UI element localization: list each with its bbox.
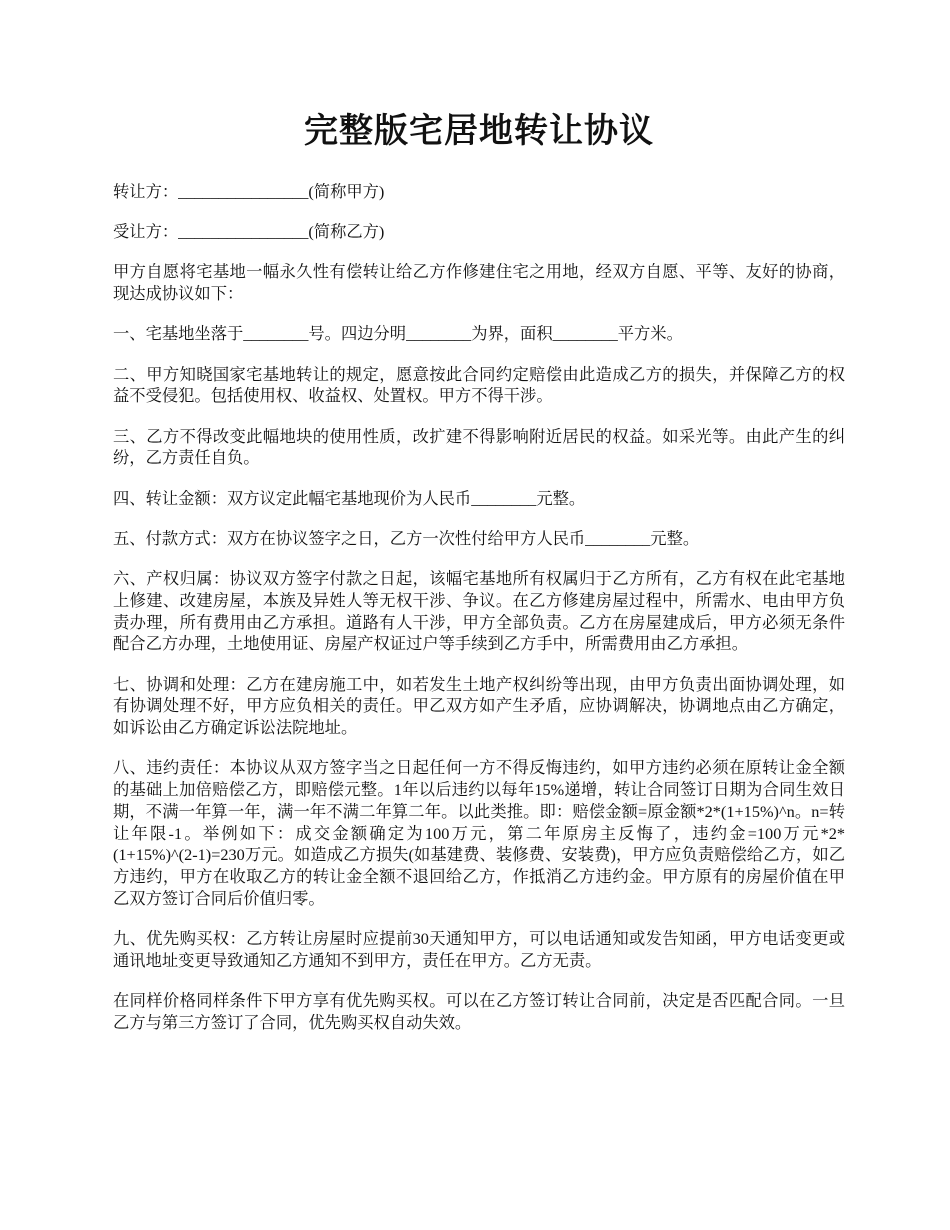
- clause-7-coordination: 七、协调和处理：乙方在建房施工中，如若发生土地产权纠纷等出现，由甲方负责出面协调处理，如有协调处理不好，甲方应负相关的责任。甲乙双方如产生矛盾，应协调解决，协调地点由乙方确定，如诉讼由乙方确定诉讼法院地址。: [113, 674, 845, 738]
- document-title: 完整版宅居地转让协议: [304, 113, 654, 150]
- clause-9-continuation: 在同样价格同样条件下甲方享有优先购买权。可以在乙方签订转让合同前，决定是否匹配合同。一旦乙方与第三方签订了合同，优先购买权自动失效。: [113, 990, 845, 1032]
- clause-2-regulations: 二、甲方知晓国家宅基地转让的规定，愿意按此合同约定赔偿由此造成乙方的损失，并保障乙方的权益不受侵犯。包括使用权、收益权、处置权。甲方不得干涉。: [113, 364, 845, 406]
- clause-3-usage: 三、乙方不得改变此幅地块的使用性质，改扩建不得影响附近居民的权益。如采光等。由此产生的纠纷，乙方责任自负。: [113, 426, 845, 468]
- clause-4-amount: 四、转让金额：双方议定此幅宅基地现价为人民币________元整。: [113, 488, 586, 508]
- clause-8-liability: 八、违约责任：本协议从双方签字当之日起任何一方不得反悔违约，如甲方违约必须在原转让金全额的基础上加倍赔偿乙方，即赔偿元整。1年以后违约以每年15%递增，转让合同签订日期为合同生效日期，不满一年算一年，满一年不满二年算二年。以此类推。即：赔偿金额=原金额*2*(1+15%)^n。n=转让年限-1。举例如下：成交金额确定为100万元，第二年原房主反悔了，违约金=100万元*2*(1+15%)^(2-1)=230万元。如造成乙方损失(如基建费、装修费、安装费)，甲方应负责赔偿给乙方，如乙方违约，甲方在收取乙方的转让金全额不退回给乙方，作抵消乙方违约金。甲方原有的房屋价值在甲乙双方签订合同后价值归零。: [113, 758, 845, 908]
- clause-5-payment: 五、付款方式：双方在协议签字之日，乙方一次性付给甲方人民币________元整。: [113, 528, 700, 548]
- transferee-line: 受让方：________________(简称乙方): [113, 222, 385, 242]
- preamble-paragraph: 甲方自愿将宅基地一幅永久性有偿转让给乙方作修建住宅之用地，经双方自愿、平等、友好的协商，现达成协议如下：: [113, 262, 845, 304]
- clause-1-location: 一、宅基地坐落于________号。四边分明________为界，面积________平方米。: [113, 324, 683, 344]
- document-page: [113, 112, 845, 1052]
- clause-6-ownership: 六、产权归属：协议双方签字付款之日起，该幅宅基地所有权属归于乙方所有，乙方有权在此宅基地上修建、改建房屋，本族及异姓人等无权干涉、争议。在乙方修建房屋过程中，所需水、电由甲方负责办理，所有费用由乙方承担。道路有人干涉，甲方全部负责。乙方在房屋建成后，甲方必须无条件配合乙方办理，土地使用证、房屋产权证过户等手续到乙方手中，所需费用由乙方承担。: [113, 569, 845, 654]
- clause-9-preemption: 九、优先购买权：乙方转让房屋时应提前30天通知甲方，可以电话通知或发告知函，甲方电话变更或通讯地址变更导致通知乙方通知不到甲方，责任在甲方。乙方无责。: [113, 928, 845, 970]
- transferor-line: 转让方：________________(简称甲方): [113, 181, 385, 201]
